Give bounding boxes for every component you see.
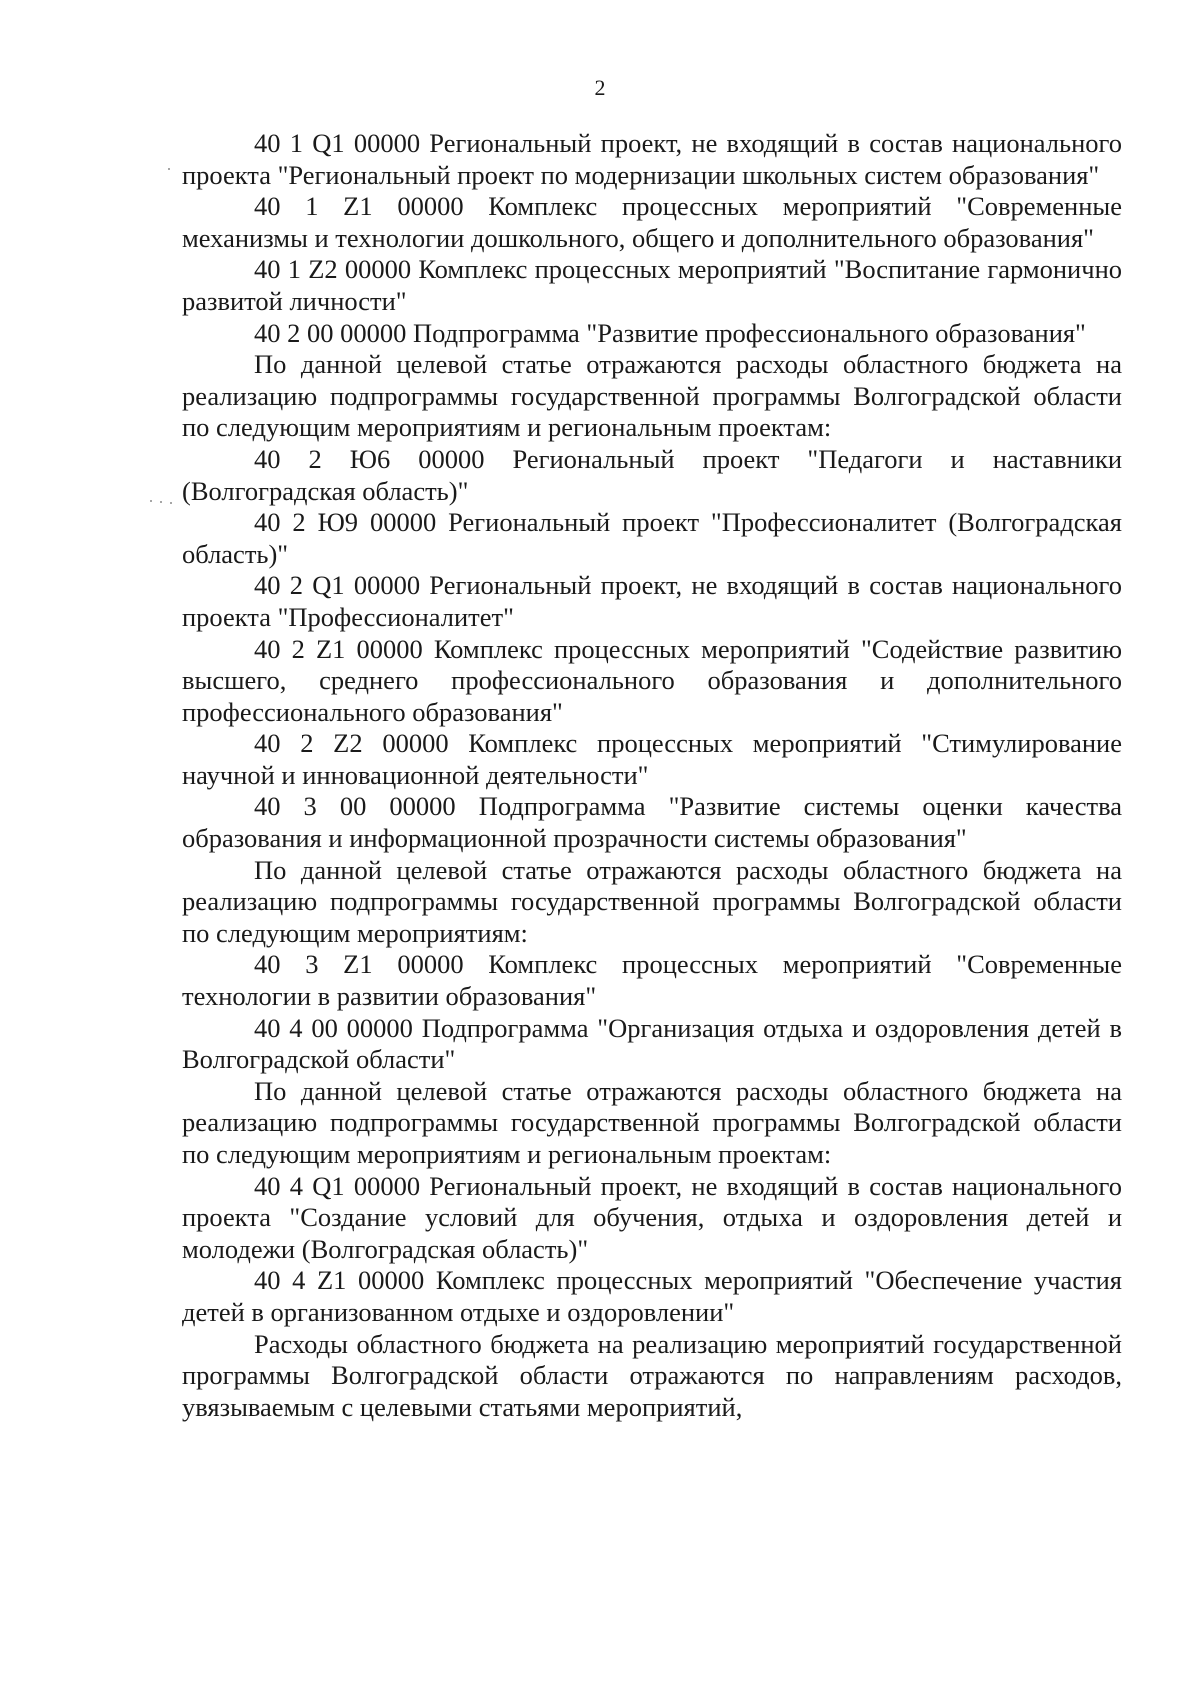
paragraph: 40 4 00 00000 Подпрограмма "Организация отдыха и оздоровления детей в Волгоградской области"	[182, 1012, 1122, 1075]
paragraph: По данной целевой статье отражаются расходы областного бюджета на реализацию подпрограммы государственной программы Волгоградской области по следующим мероприятиям:	[182, 854, 1122, 948]
paragraph: По данной целевой статье отражаются расходы областного бюджета на реализацию подпрограммы государственной программы Волгоградской области по следующим мероприятиям и региональным проектам:	[182, 349, 1122, 443]
document-body	[182, 128, 1122, 1423]
scan-artifact	[150, 500, 152, 502]
paragraph: 40 1 Q1 00000 Региональный проект, не входящий в состав национального проекта "Региональный проект по модернизации школьных систем образования"	[182, 128, 1122, 190]
paragraph: 40 4 Z1 00000 Комплекс процессных мероприятий "Обеспечение участия детей в организованном отдыхе и оздоровлении"	[182, 1265, 1122, 1327]
paragraph: 40 2 Q1 00000 Региональный проект, не входящий в состав национального проекта "Профессионалитет"	[182, 570, 1122, 632]
paragraph: 40 2 Ю9 00000 Региональный проект "Профессионалитет (Волгоградская область)"	[182, 507, 1122, 569]
paragraph: 40 4 Q1 00000 Региональный проект, не входящий в состав национального проекта "Создание условий для обучения, отдыха и оздоровления детей и молодежи (Волгоградская область)"	[182, 1170, 1122, 1264]
paragraph: 40 2 Ю6 00000 Региональный проект "Педагоги и наставники (Волгоградская область)"	[182, 443, 1122, 506]
paragraph: По данной целевой статье отражаются расходы областного бюджета на реализацию подпрограммы государственной программы Волгоградской области по следующим мероприятиям и региональным проектам:	[182, 1075, 1122, 1169]
page-number: 2	[594, 75, 606, 100]
scan-artifact	[168, 168, 170, 170]
scan-artifact	[160, 501, 162, 503]
paragraph: 40 3 Z1 00000 Комплекс процессных мероприятий "Современные технологии в развитии образования"	[182, 949, 1122, 1012]
paragraph: 40 1 Z1 00000 Комплекс процессных мероприятий "Современные механизмы и технологии дошкольного, общего и дополнительного образования"	[182, 191, 1122, 253]
paragraph: Расходы областного бюджета на реализацию мероприятий государственной программы Волгоградской области отражаются по направлениям расходов, увязываемым с целевыми статьями мероприятий,	[182, 1328, 1122, 1422]
paragraph: 40 2 Z1 00000 Комплекс процессных мероприятий "Содействие развитию высшего, среднего профессионального образования и дополнительного профессионального образования"	[182, 633, 1122, 727]
paragraph: 40 3 00 00000 Подпрограмма "Развитие системы оценки качества образования и информационной прозрачности системы образования"	[182, 791, 1122, 854]
paragraph: 40 2 Z2 00000 Комплекс процессных мероприятий "Стимулирование научной и инновационной деятельности"	[182, 728, 1122, 790]
paragraph: 40 2 00 00000 Подпрограмма "Развитие профессионального образования"	[254, 317, 1086, 348]
scan-artifact	[170, 502, 172, 504]
paragraph: 40 1 Z2 00000 Комплекс процессных мероприятий "Воспитание гармонично развитой личности"	[182, 254, 1122, 316]
